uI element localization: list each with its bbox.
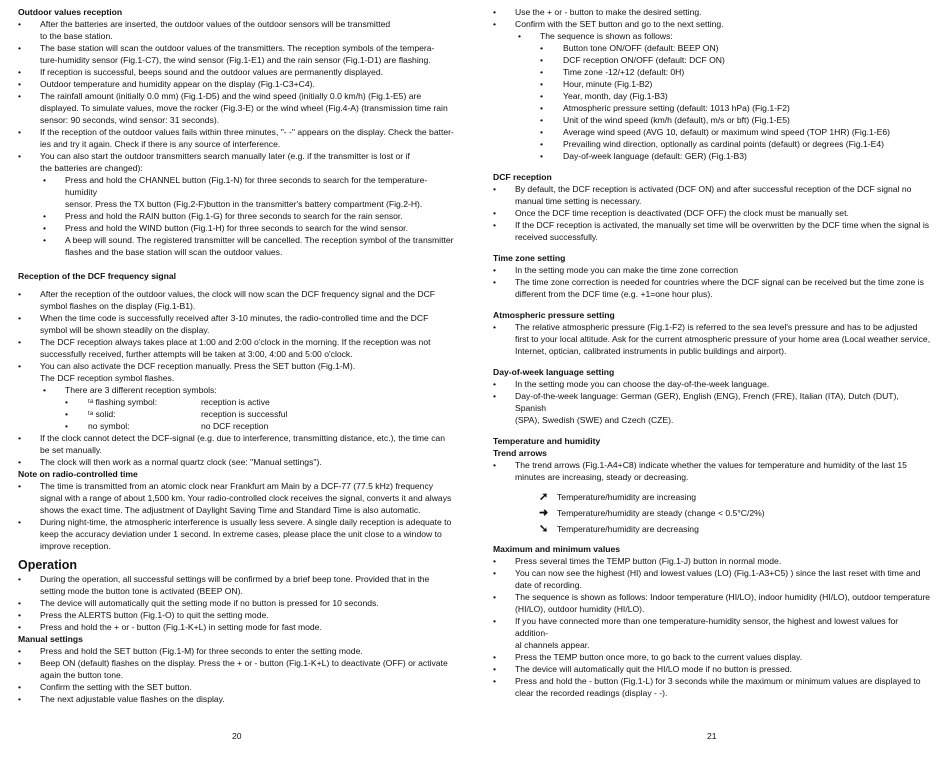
text-line: minutes are increasing, steady or decreasing. [515, 472, 689, 482]
right-page [493, 6, 931, 699]
sequence-item: • Atmospheric pressure setting (default: 1013 hPa) (Fig.1-F2) [493, 102, 931, 114]
section-heading-temperature: Temperature and humidity [493, 436, 601, 446]
text-line: symbol flashes on the display (Fig.1-B1). [40, 301, 196, 311]
arrow-right-icon: ➜ [539, 507, 549, 519]
trend-label: Temperature/humidity are steady (change < 0.5°C/2%) [557, 508, 765, 518]
text-line: successfully received, further attempts will be taken at 3:00, 4:00 and 5:00 o'clock. [40, 349, 353, 359]
arrow-down-right-icon: ➘ [539, 523, 549, 535]
list-item [493, 390, 931, 426]
text-line: If the DCF reception is activated, the manually set time will be overwritten by the DCF time when the signal is [515, 220, 930, 230]
section-heading-min-max: Maximum and minimum values [493, 544, 621, 554]
text-line: sensor: 90 seconds, wind sensor: 31 seconds). [40, 115, 220, 125]
list-item [18, 432, 454, 456]
list-item: • Press the ALERTS button (Fig.1-O) to quit the setting mode. [18, 609, 454, 621]
list-item [18, 312, 454, 336]
list-item: • Press the TEMP button once more, to go back to the current values display. [493, 651, 931, 663]
trend-row-steady [493, 505, 931, 521]
list-item [18, 336, 454, 360]
text-line: You can also activate the DCF reception manually. Press the SET button (Fig.1-M). [40, 361, 356, 371]
text-line: Day-of-the-week language: German (GER), English (ENG), French (FRE), Italian (ITA), Dutch (DUT), Spanish [515, 391, 899, 413]
list-item [493, 567, 931, 591]
sequence-item: • Unit of the wind speed (km/h (default), m/s or bft) (Fig.1-E5) [493, 114, 931, 126]
list-item: • If reception is successful, beeps sound and the outdoor values are permanently displayed. [18, 66, 454, 78]
list-item [18, 480, 454, 516]
text-line: You can now see the highest (HI) and lowest values (LO) (Fig.1-A3+C5) ) since the last reset with time and [515, 568, 921, 578]
list-item [18, 18, 454, 42]
section-heading-outdoor: Outdoor values reception [18, 7, 123, 17]
text-line: The DCF reception symbol flashes. [40, 373, 175, 383]
section-heading-manual: Manual settings [18, 634, 83, 644]
section-heading-operation: Operation [18, 558, 78, 572]
list-item: • In the setting mode you can choose the day-of-the-week language. [493, 378, 931, 390]
text-line: After the reception of the outdoor values, the clock will now scan the DCF frequency signal and the DCF [40, 289, 436, 299]
list-item: • The device will automatically quit the HI/LO mode if no button is pressed. [493, 663, 931, 675]
list-item: • Confirm with the SET button and go to the next setting. [493, 18, 931, 30]
text-line: be set manually. [40, 445, 102, 455]
arrow-up-right-icon: ➚ [539, 491, 549, 503]
text-line: During night-time, the atmospheric interference is usually less severe. A single daily reception is adequate to [40, 517, 452, 527]
text-line: The DCF reception always takes place at 1:00 and 2:00 o'clock in the morning. If the reception was not [40, 337, 431, 347]
list-item [18, 42, 454, 66]
list-item: • Use the + or - button to make the desired setting. [493, 6, 931, 18]
list-item [493, 219, 931, 243]
sequence-item: • Hour, minute (Fig.1-B2) [493, 78, 931, 90]
text-line: Press and hold the - button (Fig.1-L) for 3 seconds while the maximum or minimum values are displayed to [515, 676, 921, 686]
text-line: The sequence is shown as follows: Indoor temperature (HI/LO), indoor humidity (HI/LO), outdoor temperature [515, 592, 931, 602]
list-item [493, 276, 931, 300]
text-line: received successfully. [515, 232, 598, 242]
text-line: first to your local altitude. Ask for the current atmospheric pressure of your home area (Local weather service, [515, 334, 931, 344]
list-item: • In the setting mode you can make the time zone correction [493, 264, 931, 276]
text-line: The rainfall amount (initially 0.0 mm) (Fig.1-D5) and the wind speed (initially 0.0 km/h) (Fig.1-E5) are [40, 91, 422, 101]
text-line: Internet, optician, calibrated instruments in public buildings and airport). [515, 346, 787, 356]
section-heading-dcf: Reception of the DCF frequency signal [18, 271, 177, 281]
list-item [18, 90, 454, 126]
text-line: flashes and the base station will scan the outdoor values. [65, 247, 283, 257]
text-line: ies and try it again. Check if there is any source of interference. [40, 139, 281, 149]
list-item [493, 321, 931, 357]
sub-list-item: • The sequence is shown as follows: [493, 30, 931, 42]
sequence-item: • Average wind speed (AVG 10, default) or maximum wind speed (TOP 1HR) (Fig.1-E6) [493, 126, 931, 138]
text-line: By default, the DCF reception is activated (DCF ON) and after successful reception of the DCF signal no [515, 184, 912, 194]
symbol-row [18, 396, 454, 408]
text-line: keep the accuracy deviation under 1 second. In extreme cases, please place the unit close to a window to [40, 529, 442, 539]
symbol-meaning: reception is active [201, 397, 270, 407]
symbol-label: ᵗᵃ solid: [88, 409, 116, 419]
list-item: • Confirm the setting with the SET button. [18, 681, 454, 693]
sequence-item: • Button tone ON/OFF (default: BEEP ON) [493, 42, 931, 54]
symbol-row [18, 420, 454, 432]
section-heading-note: Note on radio-controlled time [18, 469, 138, 479]
list-item: • Press several times the TEMP button (Fig.1-J) button in normal mode. [493, 555, 931, 567]
text-line: If the clock cannot detect the DCF-signal (e.g. due to interference, transmitting distance, etc.), the time can [40, 433, 446, 443]
list-item [18, 516, 454, 552]
text-line: After the batteries are inserted, the outdoor values of the outdoor sensors will be transmitted [40, 19, 391, 29]
text-line: The relative atmospheric pressure (Fig.1-F2) is referred to the sea level's pressure and has to be adjusted [515, 322, 918, 332]
list-item: • Once the DCF time reception is deactivated (DCF OFF) the clock must be manually set. [493, 207, 931, 219]
text-line: The time is transmitted from an atomic clock near Frankfurt am Main by a DCF-77 (77.5 kHz) frequency [40, 481, 434, 491]
trend-row-decreasing [493, 521, 931, 537]
text-line: The trend arrows (Fig.1-A4+C8) indicate whether the values for temperature and humidity of the last 15 [515, 460, 907, 470]
list-item [18, 126, 454, 150]
list-item: • Press and hold the + or - button (Fig.1-K+L) in setting mode for fast mode. [18, 621, 454, 633]
text-line: sensor. Press the TX button (Fig.2-F)button in the transmitter's battery compartment (Fig.2-H). [65, 199, 423, 209]
sub-list-item: • Press and hold the WIND button (Fig.1-H) for three seconds to search for the wind sensor. [18, 222, 454, 234]
text-line: During the operation, all successful settings will be confirmed by a brief beep tone. Provided that in the [40, 574, 430, 584]
sub-list-item [18, 174, 454, 210]
text-line: again the button tone. [40, 670, 124, 680]
text-line: clear the recorded readings (display - -). [515, 688, 668, 698]
text-line: If you have connected more than one temperature-humidity sensor, the highest and lowest values for addition- [515, 616, 899, 638]
text-line: Beep ON (default) flashes on the display. Press the + or - button (Fig.1-K+L) to deactivate (OFF) or activate [40, 658, 448, 668]
list-item: • The device will automatically quit the setting mode if no button is pressed for 10 seconds. [18, 597, 454, 609]
section-heading-dcf-reception: DCF reception [493, 172, 552, 182]
symbol-meaning: no DCF reception [201, 421, 269, 431]
sub-list-item: • There are 3 different reception symbols: [18, 384, 454, 396]
sequence-item: • Year, month, day (Fig.1-B3) [493, 90, 931, 102]
symbol-label: ᵗᵃ flashing symbol: [88, 397, 158, 407]
sub-list-item [18, 234, 454, 258]
text-line: Press and hold the CHANNEL button (Fig.1-N) for three seconds to search for the temperature-humidity [65, 175, 428, 197]
sequence-item: • DCF reception ON/OFF (default: DCF ON) [493, 54, 931, 66]
text-line: (HI/LO), outdoor humidity (HI/LO). [515, 604, 645, 614]
list-item: • Outdoor temperature and humidity appear on the display (Fig.1-C3+C4). [18, 78, 454, 90]
text-line: signal with a range of about 1,500 km. Your radio-controlled clock receives the signal, converts it and always [40, 493, 452, 503]
left-page [18, 6, 454, 705]
text-line: displayed. To simulate values, move the rocker (Fig.3-E) or the wind wheel (Fig.4-A) (transmission time rain [40, 103, 448, 113]
text-line: A beep will sound. The registered transmitter will be cancelled. The reception symbol of the transmitter [65, 235, 454, 245]
section-heading-time-zone: Time zone setting [493, 253, 566, 263]
trend-row-increasing [493, 489, 931, 505]
list-item [493, 459, 931, 483]
list-item: • The clock will then work as a normal quartz clock (see: "Manual settings"). [18, 456, 454, 468]
symbol-meaning: reception is successful [201, 409, 288, 419]
text-line: shows the exact time. The adjustment of Daylight Saving Time and Standard Time is also automatic. [40, 505, 421, 515]
list-item: • Press and hold the SET button (Fig.1-M) for three seconds to enter the setting mode. [18, 645, 454, 657]
text-line: When the time code is successfully received after 3-10 minutes, the radio-controlled time and the DCF [40, 313, 429, 323]
text-line: different from the DCF time (e.g. +1=one hour plus). [515, 289, 713, 299]
list-item [493, 183, 931, 207]
text-line: If the reception of the outdoor values fails within three minutes, "- -" appears on the display. Check the batter- [40, 127, 454, 137]
text-line: The time zone correction is needed for countries where the DCF signal can be received but the time zone is [515, 277, 924, 287]
text-line: to the base station. [40, 31, 113, 41]
section-heading-day-of-week: Day-of-week language setting [493, 367, 615, 377]
text-line: improve reception. [40, 541, 111, 551]
list-item [493, 591, 931, 615]
symbol-label: no symbol: [88, 421, 130, 431]
section-heading-pressure: Atmospheric pressure setting [493, 310, 615, 320]
list-item [18, 573, 454, 597]
sequence-item: • Prevailing wind direction, optionally as cardinal points (default) or degrees (Fig.1-E4) [493, 138, 931, 150]
symbol-row [18, 408, 454, 420]
list-item [18, 150, 454, 174]
list-item [493, 675, 931, 699]
text-line: date of recording. [515, 580, 582, 590]
trend-label: Temperature/humidity are decreasing [557, 524, 699, 534]
trend-label: Temperature/humidity are increasing [557, 492, 696, 502]
list-item [18, 360, 454, 384]
text-line: The base station will scan the outdoor values of the transmitters. The reception symbols of the tempera- [40, 43, 435, 53]
text-line: the batteries are changed): [40, 163, 143, 173]
list-item: • The next adjustable value flashes on the display. [18, 693, 454, 705]
text-line: setting mode the button tone is activated (BEEP ON). [40, 586, 243, 596]
sequence-item: • Day-of-week language (default: GER) (Fig.1-B3) [493, 150, 931, 162]
subsection-heading-trend: Trend arrows [493, 448, 547, 458]
page-number: 20 [232, 731, 242, 741]
list-item [18, 657, 454, 681]
list-item [493, 615, 931, 651]
text-line: symbol will be shown steadily on the display. [40, 325, 210, 335]
text-line: manual time setting is necessary. [515, 196, 642, 206]
text-line: You can also start the outdoor transmitters search manually later (e.g. if the transmitter is lost or if [40, 151, 410, 161]
sub-list-item: • Press and hold the RAIN button (Fig.1-G) for three seconds to search for the rain sensor. [18, 210, 454, 222]
sequence-item: • Time zone -12/+12 (default: 0H) [493, 66, 931, 78]
page-number: 21 [707, 731, 717, 741]
text-line: ture-humidity sensor (Fig.1-C7), the wind sensor (Fig.1-E1) and the rain sensor (Fig.1-D1) are flashing. [40, 55, 431, 65]
list-item [18, 288, 454, 312]
text-line: (SPA), Swedish (SWE) and Czech (CZE). [515, 415, 674, 425]
text-line: al channels appear. [515, 640, 590, 650]
